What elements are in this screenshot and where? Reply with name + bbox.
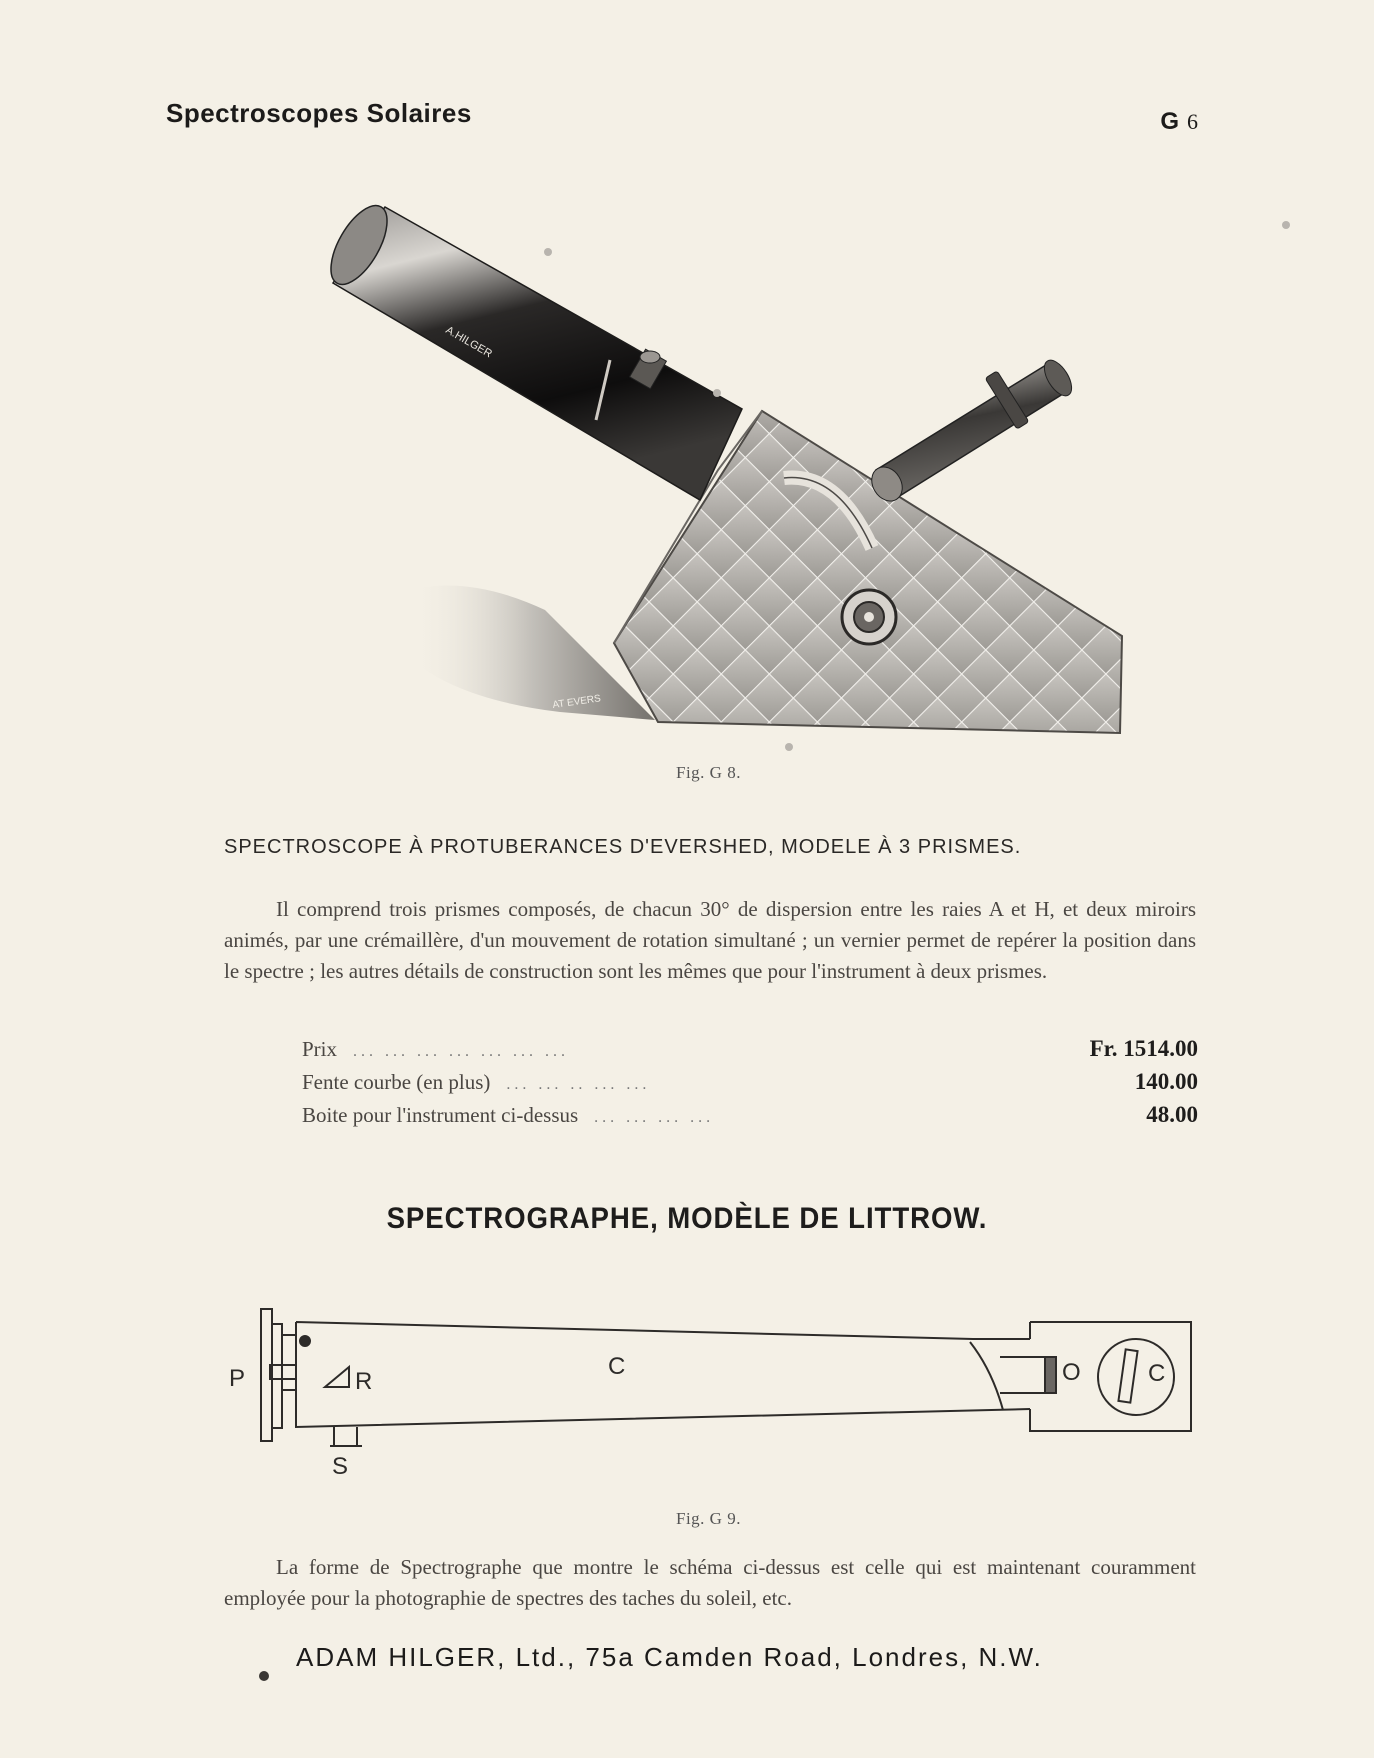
price-amount: Fr. 1514.00 bbox=[1089, 1036, 1198, 1061]
price-row bbox=[302, 1036, 1198, 1069]
littrow-description: La forme de Spectrographe que montre le schéma ci-dessus est celle qui est maintenant couramment employée pour la photographie de spectres des taches du soleil, etc. bbox=[224, 1555, 1196, 1610]
spectroscope-illustration bbox=[320, 197, 1290, 751]
engraver-mark: AT EVERS bbox=[551, 693, 602, 711]
price-leader: ... ... ... ... ... ... ... bbox=[353, 1043, 570, 1060]
prism-triangle-icon bbox=[325, 1367, 349, 1387]
instrument-shadow bbox=[410, 586, 655, 721]
price-leader: ... ... .. ... ... bbox=[506, 1076, 651, 1093]
label-C-circle: C bbox=[1148, 1360, 1166, 1387]
page-number-digit: 6 bbox=[1187, 109, 1198, 134]
page-letter: G bbox=[1160, 108, 1179, 135]
label-R: R bbox=[355, 1368, 373, 1395]
label-S: S bbox=[332, 1453, 349, 1480]
maker-engraving: A.HILGER bbox=[443, 324, 494, 361]
price-list bbox=[302, 1036, 1198, 1135]
label-C-tube: C bbox=[608, 1353, 626, 1380]
label-O: O bbox=[1062, 1359, 1081, 1386]
running-title: Spectroscopes Solaires bbox=[166, 98, 472, 128]
price-label: Boite pour l'instrument ci-dessus bbox=[302, 1103, 579, 1127]
figure-g8-caption: Fig. G 8. bbox=[676, 763, 741, 782]
price-leader: ... ... ... ... bbox=[594, 1109, 715, 1126]
eyepiece-tube bbox=[866, 356, 1077, 507]
price-amount: 48.00 bbox=[1146, 1102, 1198, 1127]
label-P: P bbox=[229, 1365, 246, 1392]
price-label: Fente courbe (en plus) bbox=[302, 1070, 491, 1094]
footer-bullet-icon bbox=[259, 1671, 269, 1681]
evershed-description: Il comprend trois prismes composés, de chacun 30° de dispersion entre les raies A et H, et deux miroirs animés, par une crémaillère, d'un mouvement de rotation simultané ; un vernier permet de repérer la position dans le spectre ; les autres détails de construction sont les mêmes que pour l'instrument à deux prismes. bbox=[224, 897, 1196, 983]
price-row bbox=[302, 1102, 1198, 1135]
rotation-knob-icon bbox=[842, 590, 896, 644]
publisher-imprint: ADAM HILGER, Ltd., 75a Camden Road, Londres, N.W. bbox=[296, 1642, 1043, 1672]
price-row bbox=[302, 1069, 1198, 1102]
section-heading-littrow: SPECTROGRAPHE, MODÈLE DE LITTROW. bbox=[386, 1202, 988, 1235]
section-heading-evershed: SPECTROSCOPE À PROTUBERANCES D'EVERSHED, MODELE À 3 PRISMES. bbox=[224, 836, 1022, 858]
spectrograph-tube bbox=[296, 1322, 1030, 1427]
littrow-diagram bbox=[261, 1309, 1191, 1446]
price-amount: 140.00 bbox=[1134, 1069, 1198, 1094]
figure-g9-caption: Fig. G 9. bbox=[676, 1509, 741, 1528]
price-label: Prix bbox=[302, 1037, 338, 1061]
telescope-tube bbox=[320, 197, 742, 500]
slit-fitting bbox=[330, 1427, 362, 1446]
